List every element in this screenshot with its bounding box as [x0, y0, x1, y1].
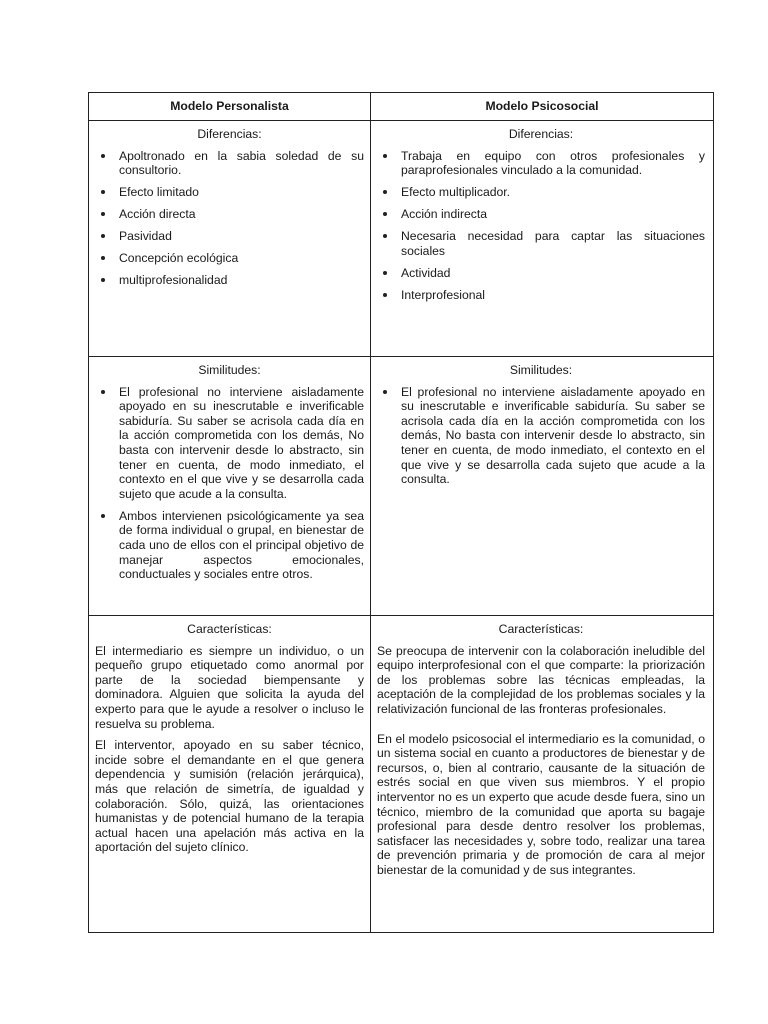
list-item: Concepción ecológica — [95, 251, 364, 266]
section-heading: Similitudes: — [198, 363, 261, 377]
section-heading: Características: — [498, 622, 584, 636]
caracteristicas-row — [89, 616, 714, 933]
list-item: Ambos intervienen psicológicamente ya sea de forma individual o grupal, en bienestar de cada uno de ellos con el principal objetivo de manejar aspectos emocionales, conductuales y sociales entre otros. — [95, 509, 364, 582]
caracteristicas-cell-left — [89, 616, 371, 933]
diferencias-cell-right — [371, 121, 714, 357]
list-item: Efecto multiplicador. — [377, 185, 705, 200]
list-item: Interprofesional — [377, 288, 705, 303]
caracteristicas-cell-right — [371, 616, 714, 933]
section-heading: Diferencias: — [508, 127, 574, 141]
similitudes-cell-left — [89, 357, 371, 616]
list-item: Trabaja en equipo con otros profesionales y paraprofesionales vinculado a la comunidad. — [377, 149, 705, 178]
paragraph: El intermediario es siempre un individuo, o un pequeño grupo etiquetado como anormal por parte de la sociedad biempensante y dominadora. Alguien que solicita la ayuda del experto para que le ayude a resolver o incluso le resuelva su problema. — [95, 643, 364, 731]
bullet-list — [95, 385, 364, 582]
comparison-table — [88, 92, 714, 933]
list-item: Apoltronado en la sabia soledad de su consultorio. — [95, 149, 364, 178]
header-modelo-psicosocial: Modelo Psicosocial — [371, 93, 714, 121]
paragraph: En el modelo psicosocial el intermediario es la comunidad, o un sistema social en cuanto a productores de bienestar y de recursos, o, bien al contrario, causante de la situación de estrés social en que viven sus miembros. Y el propio interventor no es un experto que acude desde fuera, sino un técnico, miembro de la comunidad que aporta su bagaje profesional para desde dentro resolver los problemas, satisfacer las necesidades y, sobre todo, realizar una tarea de prevención primaria y de promoción de cara al mejor bienestar de la comunidad y de sus integrantes. — [377, 731, 705, 877]
diferencias-row — [89, 121, 714, 357]
paragraph: Se preocupa de intervenir con la colaboración ineludible del equipo interprofesional con el que comparte: la priorización de los problemas sobre las técnicas empleadas, la aceptación de la complejidad de los problemas sociales y la relativización funcional de las fronteras profesionales. — [377, 643, 705, 716]
list-item: Necesaria necesidad para captar las situaciones sociales — [377, 229, 705, 258]
header-row — [89, 93, 714, 121]
list-item: El profesional no interviene aisladamente apoyado en su inescrutable e inverificable sabiduría. Su saber se acrisola cada día en la acción comprometida con los demás, No basta con intervenir desde lo abstracto, sin tener en cuenta, de modo inmediato, el contexto en el que vive y se desarrolla cada sujeto que acude a la consulta. — [95, 385, 364, 502]
list-item: Acción directa — [95, 207, 364, 222]
list-item: Acción indirecta — [377, 207, 705, 222]
section-heading: Características: — [187, 622, 272, 636]
bullet-list — [377, 149, 705, 303]
similitudes-cell-right — [371, 357, 714, 616]
similitudes-row — [89, 357, 714, 616]
list-item: El profesional no interviene aisladamente apoyado en su inescrutable e inverificable sabiduría. Su saber se acrisola cada día en la acción comprometida con los demás, No basta con intervenir desde lo abstracto, sin tener en cuenta, de modo inmediato, el contexto en el que vive y se desarrolla cada sujeto que acude a la consulta. — [377, 385, 705, 487]
header-modelo-personalista: Modelo Personalista — [89, 93, 371, 121]
section-heading: Diferencias: — [197, 127, 262, 141]
list-item: multiprofesionalidad — [95, 273, 364, 288]
section-heading: Similitudes: — [509, 363, 573, 377]
list-item: Pasividad — [95, 229, 364, 244]
bullet-list — [377, 385, 705, 487]
list-item: Efecto limitado — [95, 185, 364, 200]
list-item: Actividad — [377, 266, 705, 281]
paragraph: El interventor, apoyado en su saber técnico, incide sobre el demandante en el que genera dependencia y sumisión (relación jerárquica), más que relación de simetría, de igualdad y colaboración. Sólo, quizá, las orientaciones humanistas y de potencial humano de la terapia actual hacen una apelación más activa en la aportación del sujeto clínico. — [95, 738, 364, 855]
bullet-list — [95, 149, 364, 288]
diferencias-cell-left — [89, 121, 371, 357]
